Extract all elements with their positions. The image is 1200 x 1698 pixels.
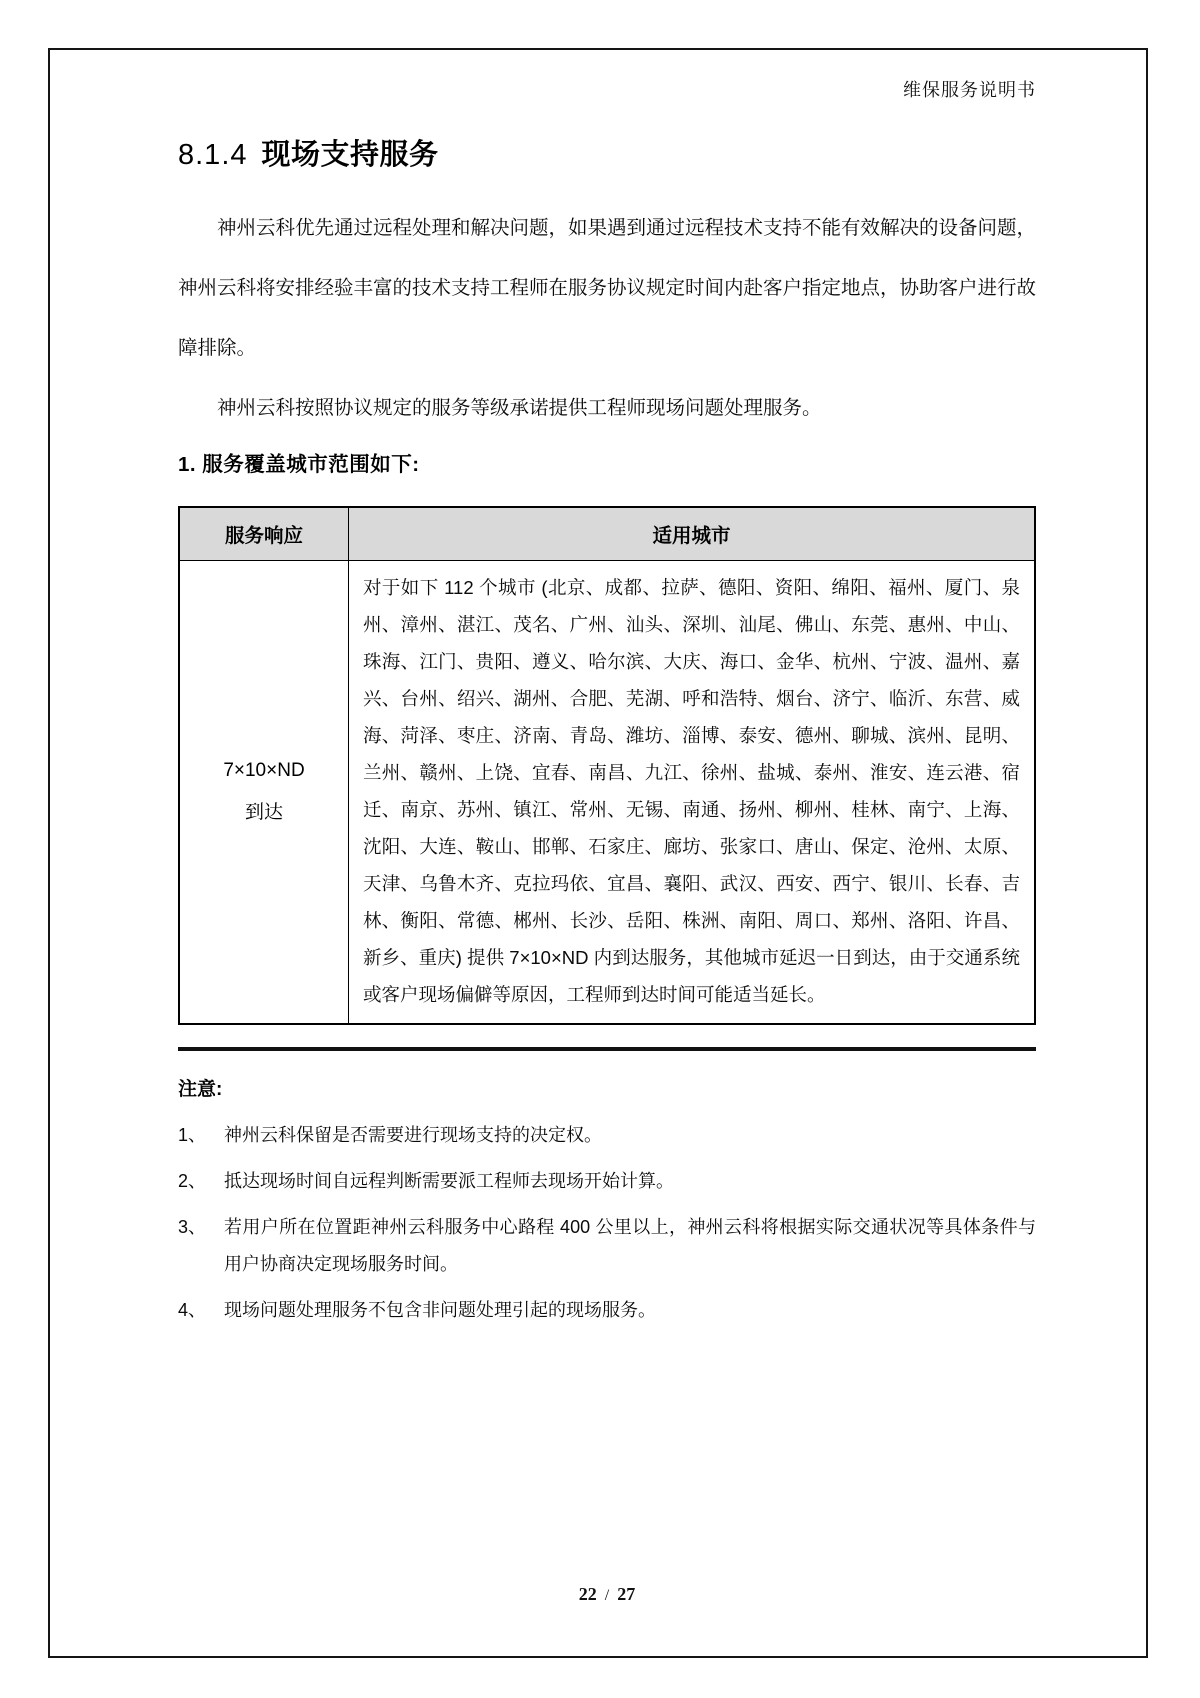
note-number: 1、 xyxy=(178,1125,207,1145)
service-coverage-table xyxy=(178,506,1036,1025)
note-number: 3、 xyxy=(178,1217,207,1237)
horizontal-rule xyxy=(178,1047,1036,1051)
header-title: 维保服务说明书 xyxy=(903,80,1036,100)
coverage-list-heading: 1. 服务覆盖城市范围如下: xyxy=(178,453,420,476)
header-cell-applicable-cities: 适用城市 xyxy=(349,507,1036,561)
notes-title: 注意: xyxy=(178,1079,223,1100)
note-number: 4、 xyxy=(178,1300,207,1320)
note-item-1 xyxy=(178,1117,1036,1154)
section-heading xyxy=(178,138,1036,172)
page-number-current: 22 xyxy=(578,1584,597,1604)
page-number-separator: / xyxy=(604,1587,610,1604)
note-item-3 xyxy=(178,1209,1036,1283)
paragraph-commitment: 神州云科按照协议规定的服务等级承诺提供工程师现场问题处理服务。 xyxy=(217,397,822,419)
note-text: 现场问题处理服务不包含非问题处理引起的现场服务。 xyxy=(224,1300,656,1320)
page-content xyxy=(178,0,1036,1338)
page-number-total: 27 xyxy=(617,1584,636,1604)
section-title-text: 现场支持服务 xyxy=(261,139,439,171)
note-number: 2、 xyxy=(178,1171,207,1191)
cell-applicable-cities: 对于如下 112 个城市 (北京、成都、拉萨、德阳、资阳、绵阳、福州、厦门、泉州、漳州、湛江、茂名、广州、汕头、深圳、汕尾、佛山、东莞、惠州、中山、珠海、江门、贵阳、遵义、哈尔滨、大庆、海口、金华、杭州、宁波、温州、嘉兴、台州、绍兴、湖州、合肥、芜湖、呼和浩特、烟台、济宁、临沂、东营、威海、菏泽、枣庄、济南、青岛、潍坊、淄博、泰安、德州、聊城、滨州、昆明、兰州、赣州、上饶、宜春、南昌、九江、徐州、盐城、泰州、淮安、连云港、宿迁、南京、苏州、镇江、常州、无锡、南通、扬州、柳州、桂林、南宁、上海、沈阳、大连、鞍山、邯郸、石家庄、廊坊、张家口、唐山、保定、沧州、太原、天津、乌鲁木齐、克拉玛依、宜昌、襄阳、武汉、西安、西宁、银川、长春、吉林、衡阳、常德、郴州、长沙、岳阳、株洲、南阳、周口、郑州、洛阳、许昌、新乡、重庆) 提供 7×10×ND 内到达服务，其他城市延迟一日到达，由于交通系统或客户现场偏僻等原因，工程师到达时间可能适当延长。 xyxy=(349,561,1036,1025)
document-header xyxy=(178,78,1036,102)
note-item-2 xyxy=(178,1163,1036,1200)
cell-service-response xyxy=(179,561,349,1025)
table-row xyxy=(179,561,1035,1025)
document-footer xyxy=(178,1584,1036,1605)
response-arrival: 到达 xyxy=(244,802,283,823)
note-text: 抵达现场时间自远程判断需要派工程师去现场开始计算。 xyxy=(224,1171,674,1191)
response-level: 7×10×ND xyxy=(223,760,305,781)
note-item-4 xyxy=(178,1292,1036,1329)
section-number: 8.1.4 xyxy=(178,139,248,171)
notes-list xyxy=(178,1117,1036,1329)
note-text: 若用户所在位置距神州云科服务中心路程 400 公里以上，神州云科将根据实际交通状况等具体条件与用户协商决定现场服务时间。 xyxy=(224,1217,1036,1274)
header-cell-service-response: 服务响应 xyxy=(179,507,349,561)
note-text: 神州云科保留是否需要进行现场支持的决定权。 xyxy=(224,1125,602,1145)
table-header-row xyxy=(179,507,1035,561)
paragraph-intro: 神州云科优先通过远程处理和解决问题，如果遇到通过远程技术支持不能有效解决的设备问题，神州云科将安排经验丰富的技术支持工程师在服务协议规定时间内赴客户指定地点，协助客户进行故障排除。 xyxy=(178,217,1037,359)
